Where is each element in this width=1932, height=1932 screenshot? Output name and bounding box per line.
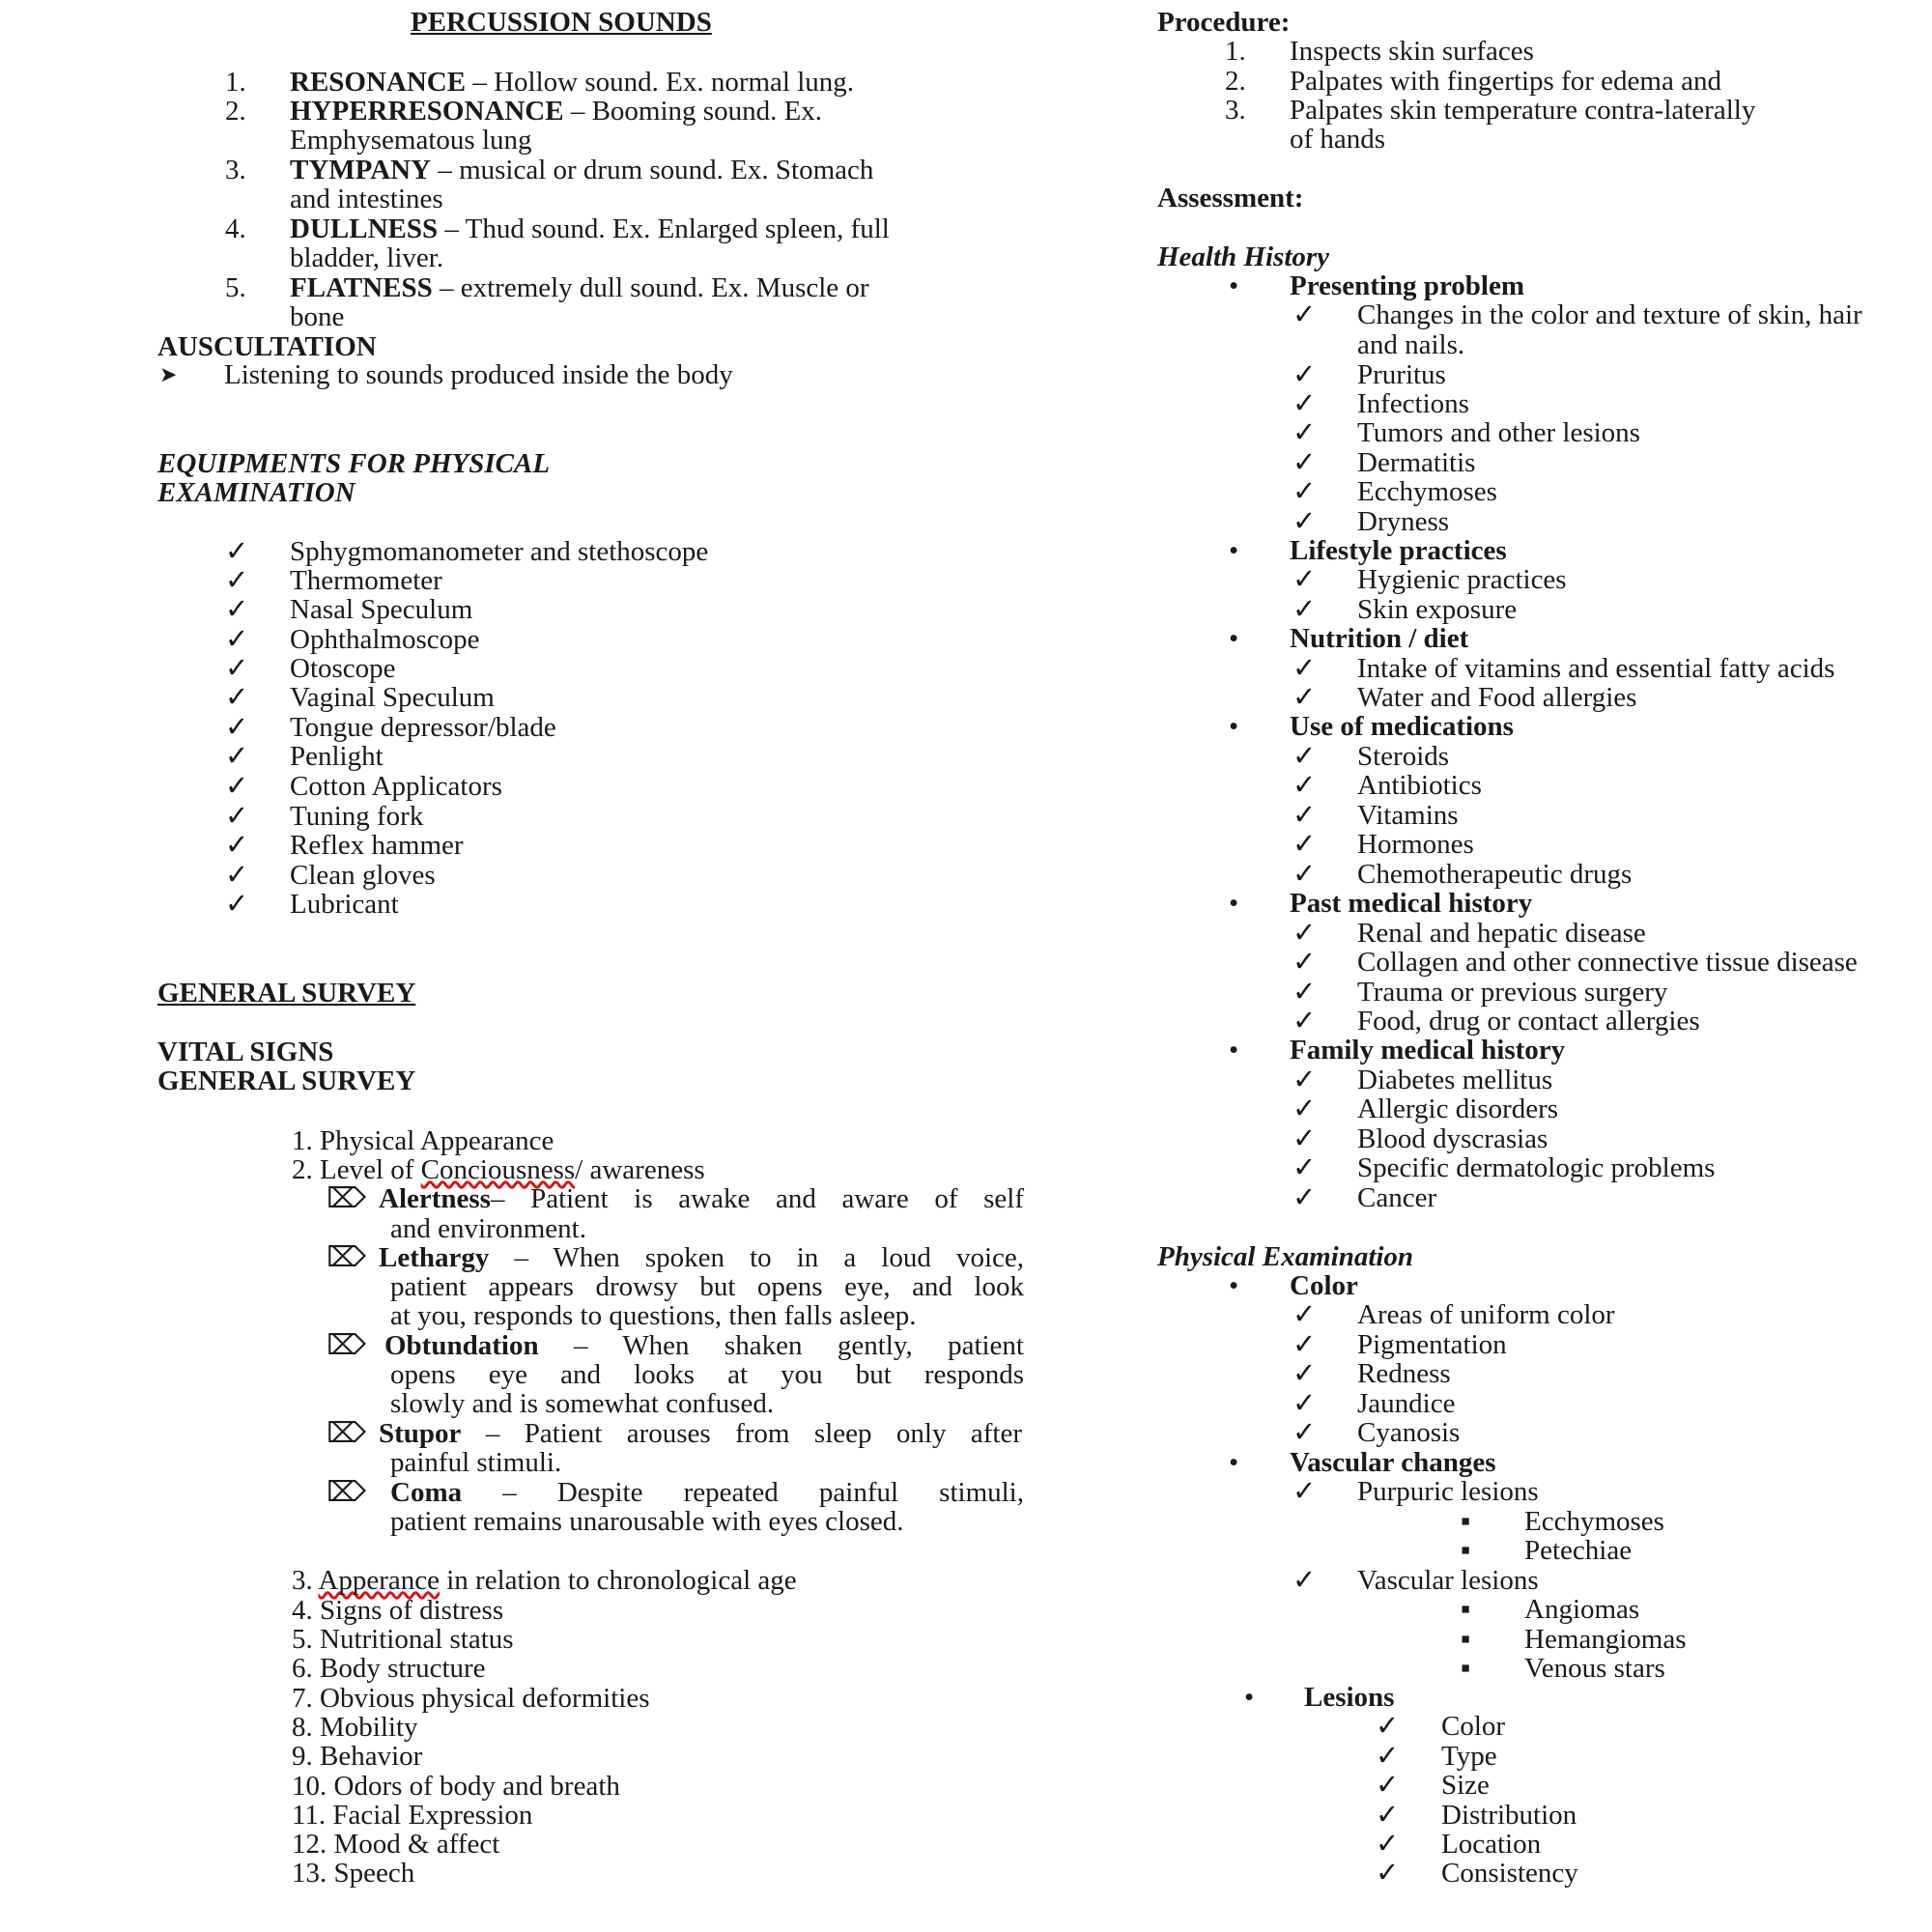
list-item: Cotton Applicators (290, 771, 502, 802)
dash: – (438, 213, 466, 244)
list-item (379, 1243, 1024, 1272)
section-title: Family medical history (1290, 1035, 1566, 1065)
check-icon: ✓ (1293, 594, 1317, 625)
check-icon: ✓ (1293, 770, 1317, 801)
check-icon: ✓ (1293, 682, 1317, 713)
section-title: Presenting problem (1290, 270, 1525, 301)
check-icon: ✓ (1293, 299, 1317, 330)
item-number: 2. (1225, 66, 1246, 97)
list-item: Collagen and other connective tissue disease (1357, 947, 1858, 978)
survey-item: 9. Behavior (292, 1741, 423, 1772)
list-item: Water and Food allergies (1357, 682, 1637, 713)
check-icon: ✓ (225, 682, 249, 713)
list-item: Antibiotics (1357, 770, 1482, 801)
check-icon: ✓ (1293, 947, 1317, 978)
list-item: Distribution (1441, 1800, 1577, 1831)
check-icon: ✓ (225, 741, 249, 772)
list-item: Areas of uniform color (1357, 1299, 1615, 1330)
survey-item-number: 3. (292, 1565, 319, 1596)
item-number: 1. (1225, 36, 1246, 67)
survey-item: 4. Signs of distress (292, 1595, 504, 1626)
term: HYPERRESONANCE (290, 96, 564, 127)
list-item: Cancer (1357, 1182, 1437, 1213)
square-bullet-icon: ▪ (1461, 1506, 1471, 1537)
check-icon: ✓ (1293, 417, 1317, 448)
survey-item-suffix: / awareness (575, 1154, 705, 1185)
check-icon: ✓ (225, 624, 249, 655)
list-item: Ecchymoses (1357, 476, 1497, 507)
survey-item: 11. Facial Expression (292, 1800, 533, 1831)
check-icon: ✓ (1293, 800, 1317, 831)
auscultation-description: Listening to sounds produced inside the body (224, 359, 733, 390)
list-item: Type (1441, 1741, 1497, 1772)
survey-item: 8. Mobility (292, 1712, 418, 1743)
term: Alertness (379, 1183, 491, 1214)
dash: – (432, 272, 461, 303)
check-icon: ✓ (1293, 1065, 1317, 1095)
check-icon: ✓ (1293, 1476, 1317, 1507)
auscultation-heading: AUSCULTATION (157, 331, 377, 362)
item-continuation: slowly and is somewhat confused. (390, 1388, 775, 1419)
list-item: Dermatitis (1357, 447, 1476, 478)
item-number: 3. (1225, 95, 1246, 126)
list-item: Hygienic practices (1357, 564, 1567, 595)
list-item: Steroids (1357, 741, 1450, 772)
description: Thud sound. Ex. Enlarged spleen, full (465, 213, 890, 244)
list-item: Changes in the color and texture of skin, hair (1357, 299, 1862, 330)
check-icon: ✓ (1293, 1123, 1317, 1154)
list-item (379, 1419, 1022, 1448)
check-icon: ✓ (1293, 653, 1317, 684)
square-bullet-icon: ▪ (1461, 1535, 1471, 1566)
term: DULLNESS (290, 213, 439, 244)
item-continuation: of hands (1290, 124, 1386, 155)
list-item: Food, drug or contact allergies (1357, 1006, 1700, 1037)
list-item: Color (1441, 1711, 1506, 1742)
vital-signs-heading: VITAL SIGNS (157, 1037, 334, 1067)
section-title: Past medical history (1290, 888, 1533, 919)
term: TYMPANY (290, 155, 432, 185)
item-number: 2. (225, 96, 246, 127)
check-icon: ✓ (1293, 564, 1317, 595)
description: Patient arouses from sleep only after (524, 1418, 1022, 1449)
dash: – (466, 67, 495, 98)
check-icon: ✓ (1293, 1388, 1317, 1419)
list-item: Tongue depressor/blade (290, 712, 556, 743)
bullet-icon: • (1244, 1682, 1255, 1713)
item-continuation: painful stimuli. (390, 1447, 562, 1478)
check-icon: ✓ (1376, 1829, 1400, 1860)
check-icon: ✓ (1293, 1182, 1317, 1213)
description: When spoken to in a loud voice, (553, 1242, 1024, 1273)
list-item: Purpuric lesions (1357, 1476, 1539, 1507)
term: Obtundation (384, 1330, 539, 1361)
check-icon: ✓ (1293, 1417, 1317, 1448)
item-continuation: bladder, liver. (290, 242, 444, 273)
list-item: Diabetes mellitus (1357, 1065, 1553, 1095)
check-icon: ✓ (1376, 1800, 1400, 1831)
arrow-bullet-icon: ➤ (159, 362, 178, 386)
list-item: Clean gloves (290, 860, 436, 891)
check-icon: ✓ (1293, 977, 1317, 1008)
assessment-label: Assessment: (1157, 183, 1304, 213)
description: When shaken gently, patient (622, 1330, 1024, 1361)
check-icon: ✓ (1376, 1741, 1400, 1772)
check-icon: ✓ (1376, 1858, 1400, 1889)
list-item: Ecchymoses (1524, 1506, 1664, 1537)
check-icon: ✓ (1293, 1565, 1317, 1596)
survey-item: 10. Odors of body and breath (292, 1771, 620, 1802)
check-icon: ✓ (1293, 1152, 1317, 1183)
list-item: Redness (1357, 1358, 1451, 1389)
item-text (290, 68, 854, 97)
item-number: 4. (225, 213, 246, 244)
list-item: Hemangiomas (1524, 1624, 1687, 1655)
survey-item-prefix: 2. Level of (292, 1154, 421, 1185)
description: Despite repeated painful stimuli, (556, 1477, 1024, 1508)
square-bullet-icon: ▪ (1461, 1653, 1471, 1684)
check-icon: ✓ (1293, 359, 1317, 390)
survey-item (292, 1155, 705, 1184)
dash: – (563, 96, 592, 127)
item-continuation: bone (290, 301, 345, 332)
health-history-heading: Health History (1157, 242, 1330, 272)
percussion-title: PERCUSSION SOUNDS (411, 7, 712, 38)
survey-item: 1. Physical Appearance (292, 1125, 554, 1156)
separator: – (461, 1418, 525, 1449)
list-item: Vaginal Speculum (290, 682, 495, 713)
list-item: Nasal Speculum (290, 594, 473, 625)
section-title: Color (1290, 1270, 1358, 1301)
item-continuation: and intestines (290, 184, 443, 214)
procedure-item: Palpates skin temperature contra-laterally (1290, 95, 1756, 126)
square-bullet-icon: ▪ (1461, 1624, 1471, 1655)
list-item (390, 1478, 1024, 1507)
list-item: Renal and hepatic disease (1357, 918, 1646, 949)
survey-item: 6. Body structure (292, 1653, 486, 1684)
check-icon: ✓ (1293, 1299, 1317, 1330)
check-icon: ✓ (1293, 1358, 1317, 1389)
survey-item-suffix: in relation to chronological age (440, 1565, 797, 1596)
list-item: Dryness (1357, 506, 1450, 537)
description: Hollow sound. Ex. normal lung. (494, 67, 855, 98)
item-text (290, 214, 890, 243)
check-icon: ✓ (1293, 859, 1317, 890)
check-icon: ✓ (1376, 1770, 1400, 1801)
list-item: Petechiae (1524, 1535, 1633, 1566)
bullet-icon: • (1229, 535, 1239, 566)
description: extremely dull sound. Ex. Muscle or (460, 272, 869, 303)
procedure-item: Palpates with fingertips for edema and (1290, 66, 1721, 97)
list-item: Allergic disorders (1357, 1094, 1559, 1124)
check-icon: ✓ (1293, 918, 1317, 949)
list-item: Location (1441, 1829, 1542, 1860)
equipment-heading-line1: EQUIPMENTS FOR PHYSICAL (157, 448, 551, 479)
bullet-icon: • (1229, 1035, 1239, 1065)
item-continuation: and nails. (1357, 329, 1465, 360)
section-title: Nutrition / diet (1290, 623, 1469, 654)
survey-item: 12. Mood & affect (292, 1829, 500, 1860)
section-title: Lesions (1304, 1682, 1395, 1713)
term: Lethargy (379, 1242, 490, 1273)
list-item: Lubricant (290, 889, 399, 920)
separator: – (490, 1183, 531, 1214)
list-item: Reflex hammer (290, 830, 464, 861)
list-item: Trauma or previous surgery (1357, 977, 1668, 1008)
section-title: Lifestyle practices (1290, 535, 1507, 566)
list-item: Pigmentation (1357, 1329, 1507, 1360)
description: Booming sound. Ex. (591, 96, 823, 127)
term: Coma (390, 1477, 463, 1508)
dash: – (431, 155, 460, 185)
list-item: Blood dyscrasias (1357, 1123, 1548, 1154)
item-number: 5. (225, 272, 246, 303)
check-icon: ✓ (225, 594, 249, 625)
list-item: Venous stars (1524, 1653, 1665, 1684)
bullet-icon: • (1229, 1270, 1239, 1301)
description: musical or drum sound. Ex. Stomach (459, 155, 874, 185)
general-survey-heading: GENERAL SURVEY (157, 978, 416, 1009)
check-icon: ✓ (1293, 388, 1317, 419)
section-title: Vascular changes (1290, 1447, 1496, 1478)
list-item: Tumors and other lesions (1357, 417, 1640, 448)
list-item: Consistency (1441, 1858, 1578, 1889)
term: FLATNESS (290, 272, 433, 303)
list-item: Thermometer (290, 565, 442, 596)
check-icon: ✓ (1293, 741, 1317, 772)
item-text (290, 97, 822, 126)
bullet-icon: • (1229, 711, 1239, 742)
item-continuation: at you, responds to questions, then falls asleep. (390, 1300, 917, 1331)
separator: – (489, 1242, 554, 1273)
check-icon: ✓ (225, 801, 249, 832)
list-item: Ophthalmoscope (290, 624, 480, 655)
list-item: Otoscope (290, 653, 396, 684)
list-item: Size (1441, 1770, 1490, 1801)
check-icon: ✓ (1293, 506, 1317, 537)
procedure-label: Procedure: (1157, 7, 1291, 38)
survey-item: 5. Nutritional status (292, 1624, 514, 1655)
separator: – (462, 1477, 557, 1508)
survey-item (292, 1566, 797, 1595)
check-icon: ✓ (1293, 1006, 1317, 1037)
square-bullet-icon: ▪ (1461, 1594, 1471, 1625)
item-text (290, 273, 869, 302)
list-item: Intake of vitamins and essential fatty acids (1357, 653, 1835, 684)
check-icon: ✓ (1293, 1329, 1317, 1360)
term: RESONANCE (290, 67, 467, 98)
delete-arrow-icon: ⌦ (327, 1418, 367, 1449)
list-item (379, 1184, 1024, 1213)
survey-item: 13. Speech (292, 1858, 415, 1889)
item-continuation: patient remains unarousable with eyes closed. (390, 1506, 904, 1537)
list-item: Skin exposure (1357, 594, 1518, 625)
item-number: 1. (225, 67, 246, 98)
check-icon: ✓ (225, 830, 249, 861)
check-icon: ✓ (225, 860, 249, 891)
bullet-icon: • (1229, 270, 1239, 301)
check-icon: ✓ (225, 771, 249, 802)
equipment-heading-line2: EXAMINATION (157, 477, 355, 508)
item-continuation: Emphysematous lung (290, 125, 532, 156)
list-item: Specific dermatologic problems (1357, 1152, 1716, 1183)
separator: – (538, 1330, 623, 1361)
check-icon: ✓ (1293, 829, 1317, 860)
list-item: Penlight (290, 741, 384, 772)
general-survey-subheading: GENERAL SURVEY (157, 1065, 416, 1096)
list-item: Tuning fork (290, 801, 424, 832)
bullet-icon: • (1229, 1447, 1239, 1478)
item-continuation: patient appears drowsy but opens eye, and look (390, 1271, 1024, 1302)
misspelled-word: Conciousness (420, 1154, 576, 1185)
check-icon: ✓ (225, 889, 249, 920)
list-item: Cyanosis (1357, 1417, 1461, 1448)
bullet-icon: • (1229, 623, 1239, 654)
bullet-icon: • (1229, 888, 1239, 919)
item-text (290, 156, 873, 185)
item-continuation: opens eye and looks at you but responds (390, 1359, 1024, 1390)
item-number: 3. (225, 155, 246, 185)
physical-exam-heading: Physical Examination (1157, 1241, 1414, 1272)
check-icon: ✓ (225, 712, 249, 743)
check-icon: ✓ (225, 653, 249, 684)
check-icon: ✓ (225, 536, 249, 567)
list-item: Chemotherapeutic drugs (1357, 859, 1633, 890)
list-item: Angiomas (1524, 1594, 1640, 1625)
list-item (384, 1331, 1024, 1360)
delete-arrow-icon: ⌦ (327, 1183, 367, 1214)
check-icon: ✓ (1293, 476, 1317, 507)
list-item: Hormones (1357, 829, 1474, 860)
section-title: Use of medications (1290, 711, 1514, 742)
term: Stupor (379, 1418, 462, 1449)
check-icon: ✓ (1293, 1094, 1317, 1124)
list-item: Vascular lesions (1357, 1565, 1539, 1596)
item-continuation: and environment. (390, 1213, 586, 1244)
misspelled-word: Apperance (318, 1565, 440, 1596)
procedure-item: Inspects skin surfaces (1290, 36, 1534, 67)
delete-arrow-icon: ⌦ (327, 1477, 367, 1508)
list-item: Infections (1357, 388, 1469, 419)
survey-item: 7. Obvious physical deformities (292, 1683, 650, 1714)
list-item: Pruritus (1357, 359, 1446, 390)
list-item: Jaundice (1357, 1388, 1456, 1419)
check-icon: ✓ (1293, 447, 1317, 478)
check-icon: ✓ (225, 565, 249, 596)
delete-arrow-icon: ⌦ (327, 1242, 367, 1273)
list-item: Sphygmomanometer and stethoscope (290, 536, 709, 567)
delete-arrow-icon: ⌦ (327, 1330, 367, 1361)
check-icon: ✓ (1376, 1711, 1400, 1742)
list-item: Vitamins (1357, 800, 1459, 831)
description: Patient is awake and aware of self (530, 1183, 1025, 1214)
